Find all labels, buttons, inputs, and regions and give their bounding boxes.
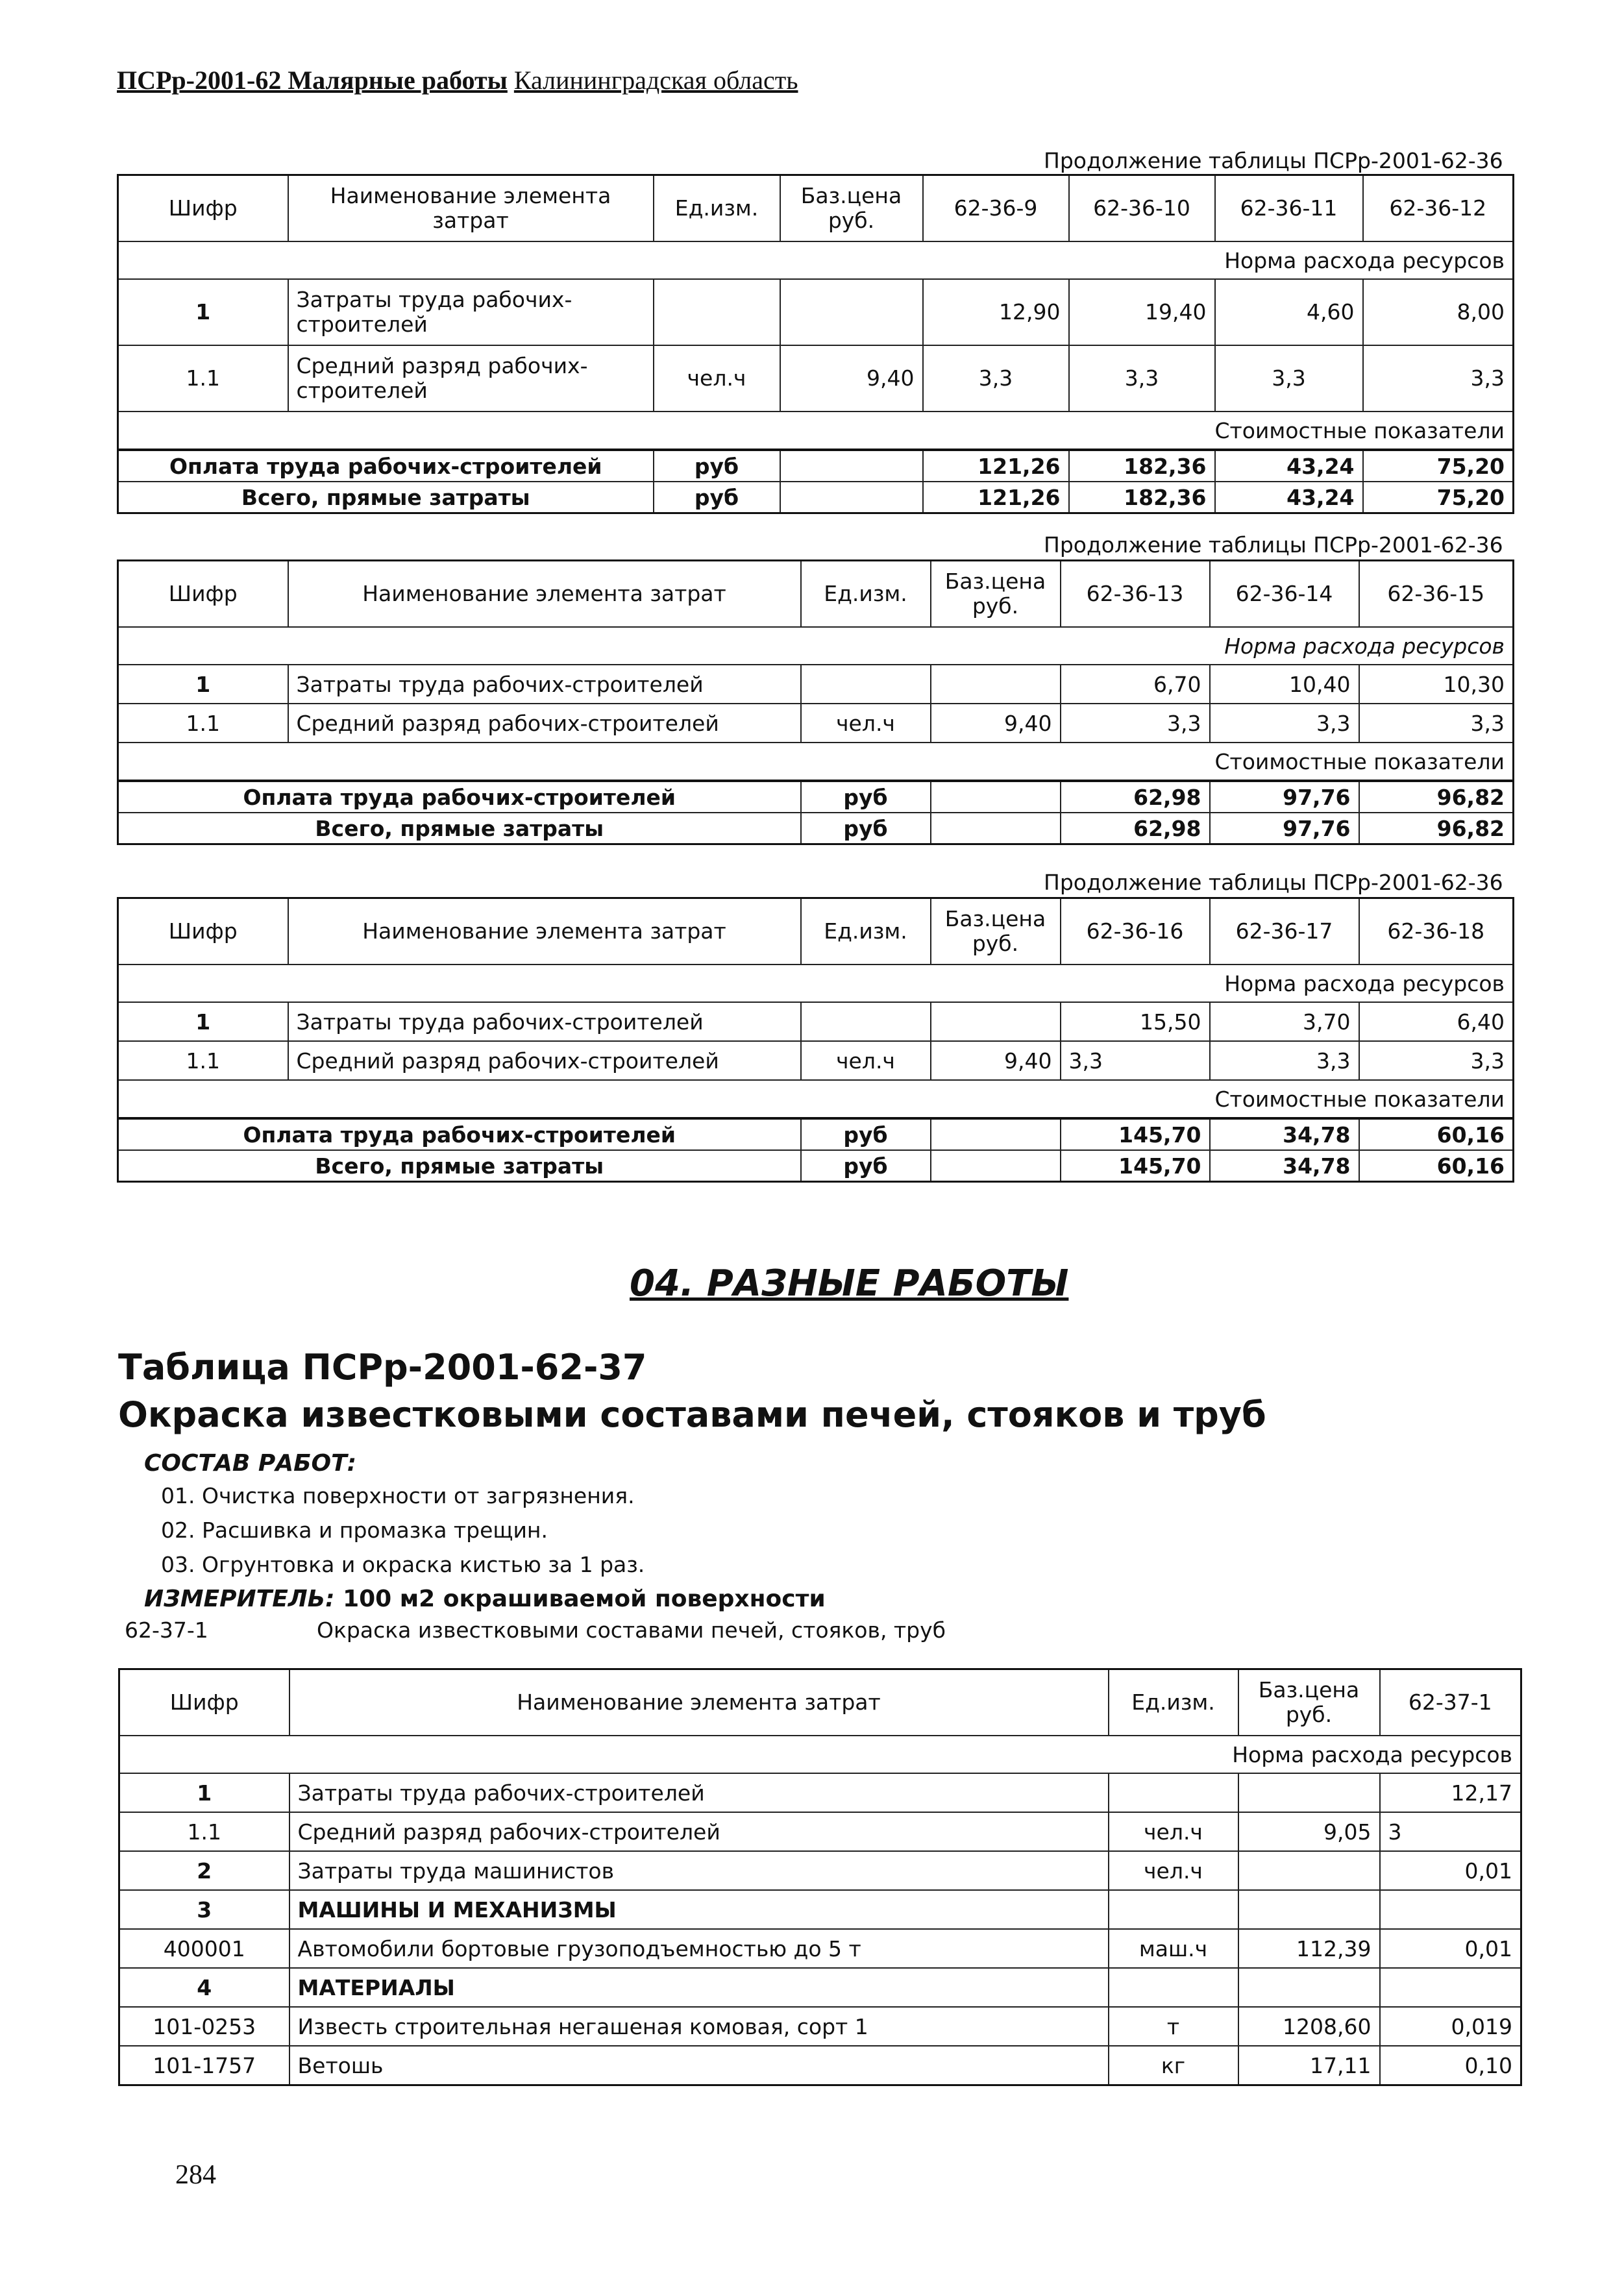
- col-code: 62-36-16: [1061, 898, 1210, 965]
- page-number: 284: [175, 2160, 216, 2190]
- col-code: 62-36-12: [1363, 175, 1514, 242]
- section-norma: Норма расхода ресурсов: [118, 627, 1514, 665]
- row-value: 3: [1380, 1812, 1521, 1851]
- row-value: 3,70: [1210, 1002, 1359, 1041]
- total-unit: руб: [801, 1150, 931, 1182]
- row-num: 1: [118, 279, 288, 345]
- row-unit: [1109, 1773, 1238, 1812]
- row-name: Средний разряд рабочих-строителей: [288, 704, 801, 743]
- row-name: Автомобили бортовые грузоподъемностью до 5 т: [289, 1929, 1109, 1968]
- col-code: 62-36-9: [923, 175, 1069, 242]
- norm-description: Окраска известковыми составами печей, стояков, труб: [317, 1617, 946, 1643]
- section-norma: Норма расхода ресурсов: [118, 241, 1514, 279]
- row-price: 112,39: [1238, 1929, 1380, 1968]
- izmeritel-value: 100 м2 окрашиваемой поверхности: [343, 1586, 826, 1612]
- row-price: 17,11: [1238, 2046, 1380, 2085]
- row-price: 9,40: [931, 704, 1061, 743]
- total-value: 182,36: [1069, 482, 1215, 513]
- row-num: 1.1: [119, 1812, 289, 1851]
- total-unit: руб: [801, 813, 931, 844]
- total-value: 145,70: [1061, 1150, 1210, 1182]
- row-name: Затраты труда рабочих-строителей: [288, 279, 654, 345]
- row-num: 1.1: [118, 1041, 288, 1080]
- total-value: 121,26: [923, 482, 1069, 513]
- row-value: 0,019: [1380, 2007, 1521, 2046]
- col-shifr: Шифр: [118, 175, 288, 242]
- total-oplata-label: Оплата труда рабочих-строителей: [118, 781, 801, 813]
- total-unit: руб: [801, 1118, 931, 1150]
- total-value: 75,20: [1363, 450, 1514, 482]
- section-heading: 04. РАЗНЫЕ РАБОТЫ: [630, 1262, 1069, 1305]
- col-code: 62-36-10: [1069, 175, 1215, 242]
- row-value: 3,3: [1061, 1041, 1210, 1080]
- col-code: 62-36-13: [1061, 561, 1210, 628]
- section-norma: Норма расхода ресурсов: [118, 965, 1514, 1002]
- total-unit: руб: [801, 781, 931, 813]
- total-value: 145,70: [1061, 1118, 1210, 1150]
- col-code: 62-37-1: [1380, 1669, 1521, 1736]
- row-price: [1238, 1773, 1380, 1812]
- row-unit: чел.ч: [654, 345, 780, 412]
- row-value: 6,70: [1061, 665, 1210, 704]
- col-edizm: Ед.изм.: [801, 561, 931, 628]
- table-title: Таблица ПСРр-2001-62-37: [118, 1347, 647, 1388]
- row-value: 8,00: [1363, 279, 1514, 345]
- row-value: 12,90: [923, 279, 1069, 345]
- row-num: 4: [119, 1968, 289, 2007]
- row-value: 12,17: [1380, 1773, 1521, 1812]
- total-value: 96,82: [1359, 813, 1514, 844]
- total-value: 43,24: [1215, 482, 1363, 513]
- header-series: ПСРр-2001-62 Малярные работы: [117, 66, 508, 95]
- col-code: 62-36-11: [1215, 175, 1363, 242]
- row-value: 3,3: [1359, 1041, 1514, 1080]
- row-price: 9,40: [931, 1041, 1061, 1080]
- row-num: 1: [118, 665, 288, 704]
- row-name: Затраты труда рабочих-строителей: [288, 665, 801, 704]
- row-unit: чел.ч: [801, 704, 931, 743]
- row-value: 3,3: [923, 345, 1069, 412]
- row-value: 3,3: [1359, 704, 1514, 743]
- row-name: Затраты труда рабочих-строителей: [288, 1002, 801, 1041]
- col-shifr: Шифр: [118, 898, 288, 965]
- col-naim: Наименование элемента затрат: [288, 175, 654, 242]
- row-name: Средний разряд рабочих-строителей: [288, 1041, 801, 1080]
- total-value: 34,78: [1210, 1118, 1359, 1150]
- col-code: 62-36-14: [1210, 561, 1359, 628]
- total-vsego-label: Всего, прямые затраты: [118, 482, 654, 513]
- row-value: 3,3: [1215, 345, 1363, 412]
- table-62-36-part3: [117, 897, 1514, 1183]
- row-num: 3: [119, 1890, 289, 1929]
- total-value: 43,24: [1215, 450, 1363, 482]
- row-unit: чел.ч: [801, 1041, 931, 1080]
- col-naim: Наименование элемента затрат: [288, 898, 801, 965]
- row-value: 3,3: [1069, 345, 1215, 412]
- row-unit: [1109, 1968, 1238, 2007]
- row-value: 0,01: [1380, 1851, 1521, 1890]
- col-code: 62-36-17: [1210, 898, 1359, 965]
- total-value: 60,16: [1359, 1150, 1514, 1182]
- work-step: 01. Очистка поверхности от загрязнения.: [161, 1483, 635, 1508]
- section-stoim: Стоимостные показатели: [118, 1080, 1514, 1118]
- continuation-label: Продолжение таблицы ПСРр-2001-62-36: [1044, 870, 1503, 895]
- total-vsego-label: Всего, прямые затраты: [118, 1150, 801, 1182]
- col-shifr: Шифр: [119, 1669, 289, 1736]
- row-num: 2: [119, 1851, 289, 1890]
- row-value: 3,3: [1210, 1041, 1359, 1080]
- col-edizm: Ед.изм.: [1109, 1669, 1238, 1736]
- total-value: 121,26: [923, 450, 1069, 482]
- continuation-label: Продолжение таблицы ПСРр-2001-62-36: [1044, 148, 1503, 173]
- sostav-label: СОСТАВ РАБОТ:: [144, 1450, 357, 1477]
- row-name: Средний разряд рабочих-строителей: [288, 345, 654, 412]
- row-price: [1238, 1851, 1380, 1890]
- work-step: 02. Расшивка и промазка трещин.: [161, 1518, 548, 1543]
- total-value: 97,76: [1210, 781, 1359, 813]
- total-value: 62,98: [1061, 781, 1210, 813]
- row-value: 0,10: [1380, 2046, 1521, 2085]
- row-num: 400001: [119, 1929, 289, 1968]
- section-stoim: Стоимостные показатели: [118, 743, 1514, 781]
- col-edizm: Ед.изм.: [801, 898, 931, 965]
- table-subtitle: Окраска известковыми составами печей, стояков и труб: [118, 1394, 1266, 1435]
- total-value: 60,16: [1359, 1118, 1514, 1150]
- work-step: 03. Огрунтовка и окраска кистью за 1 раз.: [161, 1552, 645, 1577]
- row-unit: т: [1109, 2007, 1238, 2046]
- row-name: Ветошь: [289, 2046, 1109, 2085]
- total-oplata-label: Оплата труда рабочих-строителей: [118, 1118, 801, 1150]
- total-value: 96,82: [1359, 781, 1514, 813]
- col-naim: Наименование элемента затрат: [288, 561, 801, 628]
- table-62-36-part2: [117, 559, 1514, 845]
- row-name: Затраты труда машинистов: [289, 1851, 1109, 1890]
- row-name: Известь строительная негашеная комовая, сорт 1: [289, 2007, 1109, 2046]
- row-unit: маш.ч: [1109, 1929, 1238, 1968]
- col-shifr: Шифр: [118, 561, 288, 628]
- total-unit: руб: [654, 450, 780, 482]
- row-price: 9,40: [780, 345, 923, 412]
- table-62-37: [118, 1668, 1522, 2086]
- izmeritel: [144, 1586, 826, 1612]
- row-num: 1: [119, 1773, 289, 1812]
- total-unit: руб: [654, 482, 780, 513]
- total-value: 97,76: [1210, 813, 1359, 844]
- section-norma: Норма расхода ресурсов: [119, 1736, 1521, 1773]
- col-baz: Баз.цена руб.: [931, 898, 1061, 965]
- row-value: [1380, 1968, 1521, 2007]
- col-baz: Баз.цена руб.: [931, 561, 1061, 628]
- izmeritel-label: ИЗМЕРИТЕЛЬ:: [144, 1586, 335, 1612]
- row-num: 1: [118, 1002, 288, 1041]
- row-name: Средний разряд рабочих-строителей: [289, 1812, 1109, 1851]
- row-name: МАШИНЫ И МЕХАНИЗМЫ: [289, 1890, 1109, 1929]
- row-price: [1238, 1890, 1380, 1929]
- row-value: 19,40: [1069, 279, 1215, 345]
- row-num: 1.1: [118, 704, 288, 743]
- row-num: 101-0253: [119, 2007, 289, 2046]
- page-header: [117, 65, 928, 95]
- row-num: 1.1: [118, 345, 288, 412]
- row-num: 101-1757: [119, 2046, 289, 2085]
- col-naim: Наименование элемента затрат: [289, 1669, 1109, 1736]
- row-price: 1208,60: [1238, 2007, 1380, 2046]
- row-value: 0,01: [1380, 1929, 1521, 1968]
- total-oplata-label: Оплата труда рабочих-строителей: [118, 450, 654, 482]
- row-value: 4,60: [1215, 279, 1363, 345]
- norm-code: 62-37-1: [125, 1617, 208, 1643]
- section-stoim: Стоимостные показатели: [118, 412, 1514, 450]
- total-value: 34,78: [1210, 1150, 1359, 1182]
- row-value: 3,3: [1210, 704, 1359, 743]
- continuation-label: Продолжение таблицы ПСРр-2001-62-36: [1044, 532, 1503, 558]
- row-unit: чел.ч: [1109, 1851, 1238, 1890]
- row-price: [1238, 1968, 1380, 2007]
- row-price: 9,05: [1238, 1812, 1380, 1851]
- row-unit: [1109, 1890, 1238, 1929]
- row-value: 3,3: [1061, 704, 1210, 743]
- row-value: 3,3: [1363, 345, 1514, 412]
- row-value: 10,40: [1210, 665, 1359, 704]
- row-value: 10,30: [1359, 665, 1514, 704]
- col-code: 62-36-18: [1359, 898, 1514, 965]
- row-name: МАТЕРИАЛЫ: [289, 1968, 1109, 2007]
- row-value: 15,50: [1061, 1002, 1210, 1041]
- total-value: 182,36: [1069, 450, 1215, 482]
- total-vsego-label: Всего, прямые затраты: [118, 813, 801, 844]
- header-region: Калининградская область: [513, 66, 798, 95]
- row-value: 6,40: [1359, 1002, 1514, 1041]
- col-code: 62-36-15: [1359, 561, 1514, 628]
- row-name: Затраты труда рабочих-строителей: [289, 1773, 1109, 1812]
- total-value: 62,98: [1061, 813, 1210, 844]
- total-value: 75,20: [1363, 482, 1514, 513]
- row-unit: кг: [1109, 2046, 1238, 2085]
- row-unit: чел.ч: [1109, 1812, 1238, 1851]
- col-baz: Баз.цена руб.: [780, 175, 923, 242]
- row-value: [1380, 1890, 1521, 1929]
- table-62-36-part1: [117, 174, 1514, 514]
- col-baz: Баз.цена руб.: [1238, 1669, 1380, 1736]
- col-edizm: Ед.изм.: [654, 175, 780, 242]
